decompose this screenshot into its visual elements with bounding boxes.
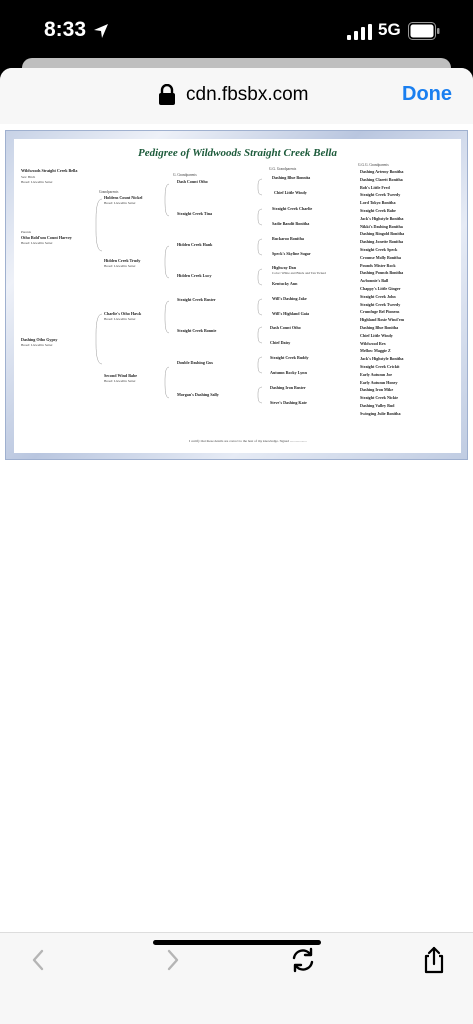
subject-breed: Breed: Llewellin Setter xyxy=(21,180,53,184)
ggg-grandparent-name: Mellow Maggie Z xyxy=(360,348,391,354)
ggg-grandparent-name: Crumfuge Bel Pionens xyxy=(360,309,400,315)
ggg-grandparent-name: Straight Creek Tweedy xyxy=(360,301,401,307)
ggg-grandparent-name: Dashing Blue Bonitha xyxy=(360,325,399,330)
gg-grandparent-name: Sadie Bandit Bonitha xyxy=(272,221,310,226)
ggg-grandparent-name: Dashing Iron Mike xyxy=(360,387,394,393)
subject-name: Wildwoods Straight Creek Bella xyxy=(21,168,78,173)
ggg-grandparent-name: Lord Tokyo Bonitha xyxy=(360,200,396,206)
dam-name: Dashing Otho Gypsy xyxy=(21,337,58,342)
back-arrow-icon[interactable] xyxy=(24,945,54,975)
ggg-grandparent-name: Pounds Mister Rock xyxy=(360,262,396,268)
ggg-grandparent-name: Straight Creek Nickie xyxy=(360,395,399,401)
clock: 8:33 xyxy=(44,18,87,41)
gg-grandparent-name: Will's Highland Gaia xyxy=(272,311,310,316)
ggg-grandparent-name: Awbonnie's Ball xyxy=(360,278,389,284)
ggg-grandparent-name: Dashing Artemy Bonitha xyxy=(360,169,404,174)
gg-grandparent-name: Dashing Iron Buster xyxy=(270,385,306,390)
grandparent-name: Second Wind Babe xyxy=(104,373,138,378)
bottom-toolbar xyxy=(0,932,473,1024)
g-grandparent-name: Straight Creek Buster xyxy=(177,297,216,302)
pedigree-document xyxy=(5,130,468,460)
refresh-icon[interactable] xyxy=(288,945,318,975)
lock-icon xyxy=(158,84,176,106)
url-text: cdn.fbsbx.com xyxy=(186,84,309,105)
ggg-grandparent-name: Dashing Clarett Bonitha xyxy=(360,176,403,182)
grandparent-breed: Breed: Llewellin Setter xyxy=(104,379,136,383)
gg-grandparent-name: Dashing Blue Bonnita xyxy=(272,175,311,180)
ggg-grandparent-name: Dashing Jonette Bonitha xyxy=(360,239,403,245)
signal-bars-icon xyxy=(347,24,373,40)
location-arrow-icon xyxy=(92,22,110,40)
document-viewer[interactable] xyxy=(0,124,473,932)
grandparent-name: Holdens Count Nickel xyxy=(104,195,143,200)
ggg-grandparent-name: Dashing Ringold Bonitha xyxy=(360,231,405,237)
ggg-grandparent-name: Early Autumn Joe xyxy=(360,371,393,377)
gg-grandparent-note: Color: White and Black and Tan Ticked xyxy=(272,271,326,275)
parents-label: Parents xyxy=(21,230,31,234)
g-grandparent-name: Hidden Creek Lucy xyxy=(177,273,212,278)
ggg-grandparent-name: Jack's Highstyle Bonitha xyxy=(360,356,404,362)
pedigree-title: Pedigree of Wildwoods Straight Creek Bella xyxy=(138,147,337,159)
grandparent-name: Hidden Creek Trudy xyxy=(104,258,141,263)
gg-grandparent-name: Dash Count Otho xyxy=(270,325,301,330)
ggg-grandparents-label: G.G.G. Grandparents xyxy=(358,163,389,167)
ggg-grandparent-name: Chief Little Windy xyxy=(360,332,393,338)
done-button[interactable]: Done xyxy=(402,83,452,105)
forward-arrow-icon[interactable] xyxy=(157,945,187,975)
ggg-grandparent-name: Straight Creek Speck xyxy=(360,247,398,252)
sire-breed: Breed: Llewellin Setter xyxy=(21,241,53,245)
ggg-grandparent-name: Nikki's Dashing Bonitha xyxy=(360,223,403,229)
gg-grandparent-name: Autumn Rocky Lynn xyxy=(270,370,307,375)
gg-grandparent-name: Kentucky Ann xyxy=(272,281,298,286)
gg-grandparent-name: Straight Creek Buddy xyxy=(270,355,309,360)
subject-sex: Sex: Bitch xyxy=(21,175,36,179)
ggg-grandparent-name: Highland Rosie Wind'em xyxy=(360,317,404,323)
home-indicator xyxy=(153,940,321,945)
gg-grandparent-name: Steve's Dashing Kate xyxy=(270,400,307,405)
ggg-grandparent-name: Straight Creek Tweedy xyxy=(360,192,401,198)
ggg-grandparent-name: Crounse Molly Bonitha xyxy=(360,254,401,260)
share-icon[interactable] xyxy=(419,945,449,975)
grandparent-breed: Breed: Llewellin Setter xyxy=(104,201,136,205)
ggg-grandparent-name: Straight Creek Crickit xyxy=(360,364,400,369)
ggg-grandparent-name: Jack's Highstyle Bonitha xyxy=(360,215,404,221)
gg-grandparent-name: Buckaroo Bonitha xyxy=(272,236,304,241)
battery-icon xyxy=(408,22,440,40)
gg-grandparent-name: Chief Daisy xyxy=(270,340,291,345)
grandparent-name: Charlie's Otho Hawk xyxy=(104,311,142,316)
g-grandparent-name: Morgan's Dashing Sally xyxy=(177,392,219,397)
pedigree-paper xyxy=(14,139,461,453)
browser-sheet xyxy=(0,68,473,1024)
g-grandparent-name: Hidden Creek Hank xyxy=(177,242,213,247)
gg-grandparent-name: Will's Dashing Jake xyxy=(272,296,307,301)
url-bar xyxy=(0,68,473,124)
sire-name: Otho Bold'um Count Harvey xyxy=(21,235,72,240)
dam-breed: Breed: Llewellin Setter xyxy=(21,343,53,347)
ggg-grandparent-name: Swinging Julie Bonitha xyxy=(360,410,401,416)
ggg-grandparent-name: Dashing Pounds Bonitha xyxy=(360,270,404,276)
grandparent-breed: Breed: Llewellin Setter xyxy=(104,264,136,268)
gg-grandparent-name: Straight Creek Charlie xyxy=(272,206,313,211)
status-bar xyxy=(0,0,473,62)
ggg-grandparent-name: Chappy's Little Ginger xyxy=(360,286,401,291)
gg-grandparent-name: Highway Dan xyxy=(272,265,296,270)
gg-grandparent-name: Chief Little Windy xyxy=(274,190,307,195)
g-grandparent-name: Dash Count Otho xyxy=(177,179,208,184)
ggg-grandparent-name: Wildwood Rex xyxy=(360,340,386,346)
gg-grandparent-name: Speck's Skyline Sugar xyxy=(272,251,311,256)
ggg-grandparent-name: Dashing Valley Bud xyxy=(360,403,395,408)
ggg-grandparent-name: Bob's Little Fred xyxy=(360,184,390,190)
g-grandparent-name: Double Dashing Gus xyxy=(177,360,213,365)
g-grandparent-name: Straight Creek Bonnie xyxy=(177,328,217,333)
certification-statement: I certify that these details are correct to the best of my knowledge. Signed .................... xyxy=(189,439,307,443)
ggg-grandparent-name: Straight Creek John xyxy=(360,293,396,299)
grandparent-breed: Breed: Llewellin Setter xyxy=(104,317,136,321)
network-type: 5G xyxy=(378,20,401,39)
gg-grandparents-label: G.G. Grandparents xyxy=(269,167,297,171)
g-grandparent-name: Straight Creek Tina xyxy=(177,211,213,216)
g-grandparents-label: G. Grandparents xyxy=(173,173,197,177)
ggg-grandparent-name: Early Autumn Honey xyxy=(360,379,398,385)
ggg-grandparent-name: Straight Creek Babe xyxy=(360,208,396,213)
grandparents-label: Grandparents xyxy=(99,190,119,194)
